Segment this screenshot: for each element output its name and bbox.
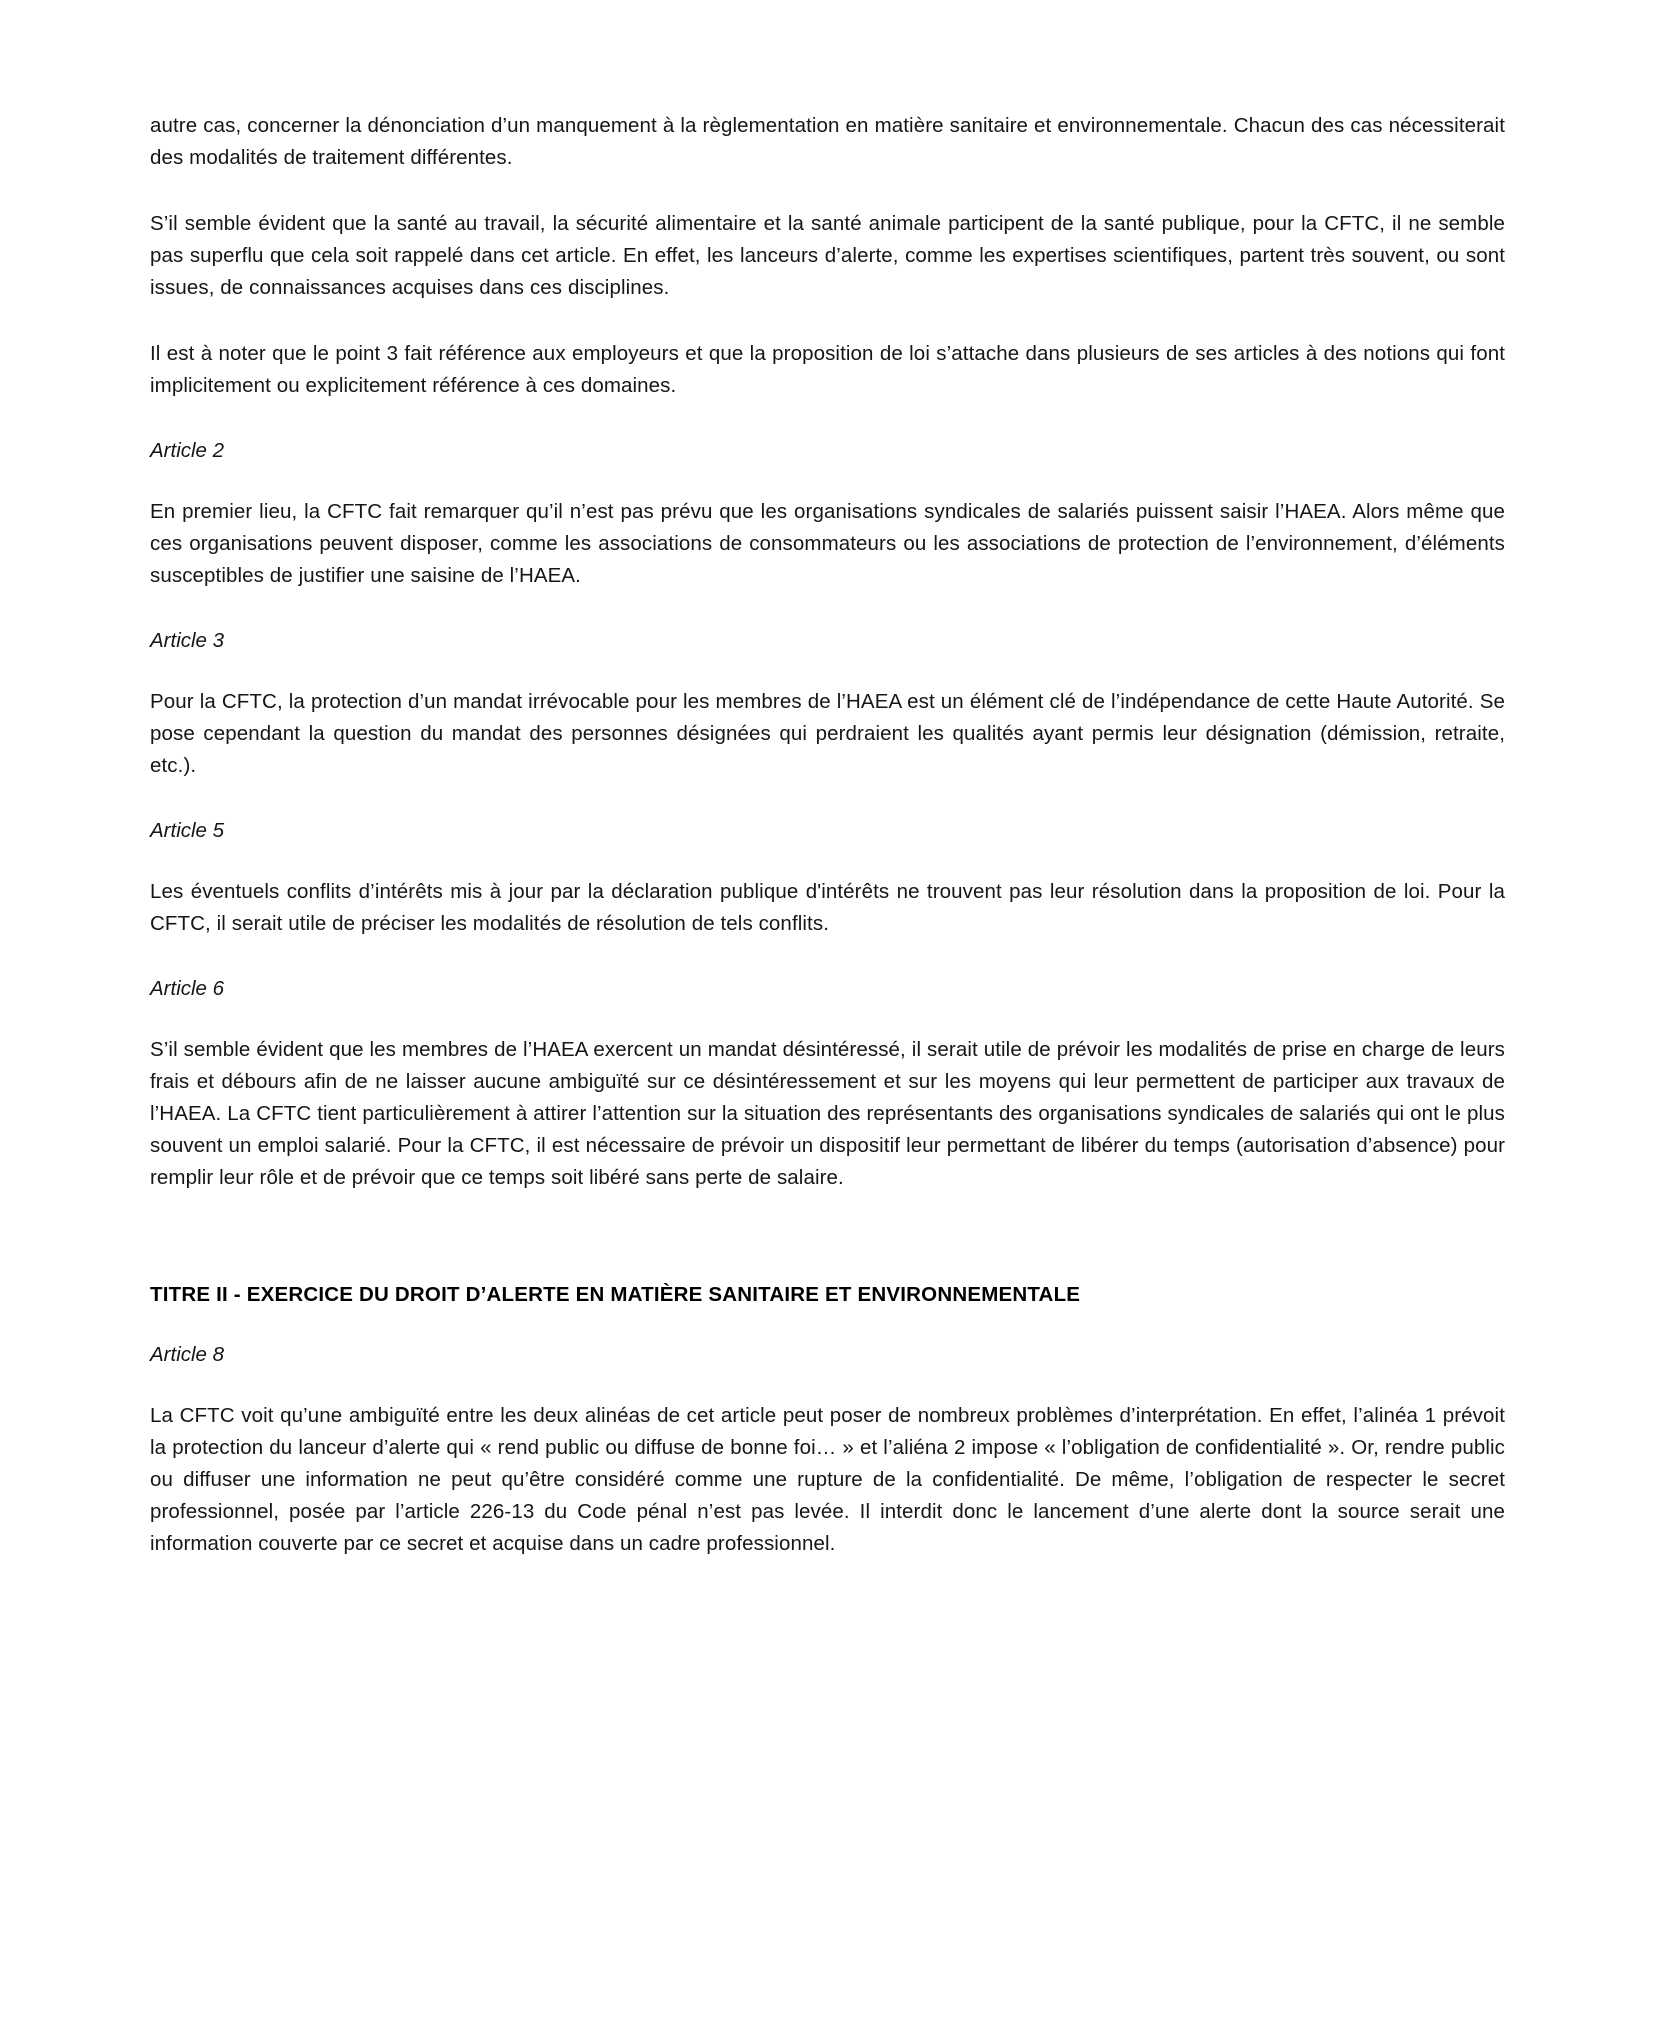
paragraph-sante-publique: S’il semble évident que la santé au travail, la sécurité alimentaire et la santé animale participent de la santé publique, pour la CFTC, il ne semble pas superflu que cela soit rappelé dans cet article. En effet, les lanceurs d’alerte, comme les expertises scientifiques, partent très souvent, ou sont issues, de connaissances acquises dans ces disciplines. <box>150 212 1505 299</box>
article-heading-6: Article 6 <box>150 977 225 1000</box>
paragraph-article-2-body: En premier lieu, la CFTC fait remarquer qu’il n’est pas prévu que les organisations syndicales de salariés puissent saisir l’HAEA. Alors même que ces organisations peuvent disposer, comme les associations de consommateurs ou les associations de protection de l’environnement, d’éléments susceptibles de justifier une saisine de l’HAEA. <box>150 500 1505 587</box>
article-heading-2: Article 2 <box>150 439 225 462</box>
paragraph-point-3: Il est à noter que le point 3 fait référence aux employeurs et que la proposition de loi s’attache dans plusieurs de ses articles à des notions qui font implicitement ou explicitement référence à ces domaines. <box>150 342 1505 397</box>
article-heading-8: Article 8 <box>150 1343 225 1366</box>
paragraph-autre-cas: autre cas, concerner la dénonciation d’un manquement à la règlementation en matière sanitaire et environnementale. Chacun des cas nécessiterait des modalités de traitement différentes. <box>150 114 1505 169</box>
article-heading-5: Article 5 <box>150 819 225 842</box>
section-title-titre-2: TITRE II - EXERCICE DU DROIT D’ALERTE EN MATIÈRE SANITAIRE ET ENVIRONNEMENTALE <box>150 1283 1081 1306</box>
document-body <box>150 110 1505 1560</box>
paragraph-article-3-body: Pour la CFTC, la protection d’un mandat irrévocable pour les membres de l’HAEA est un élément clé de l’indépendance de cette Haute Autorité. Se pose cependant la question du mandat des personnes désignées qui perdraient les qualités ayant permis leur désignation (démission, retraite, etc.). <box>150 690 1505 777</box>
paragraph-article-8-body: La CFTC voit qu’une ambiguïté entre les deux alinéas de cet article peut poser de nombreux problèmes d’interprétation. En effet, l’alinéa 1 prévoit la protection du lanceur d’alerte qui « rend public ou diffuse de bonne foi… » et l’aliéna 2 impose « l’obligation de confidentialité ». Or, rendre public ou diffuser une information ne peut qu’être considéré comme une rupture de la confidentialité. De même, l’obligation de respecter le secret professionnel, posée par l’article 226-13 du Code pénal n’est pas levée. Il interdit donc le lancement d’une alerte dont la source serait une information couverte par ce secret et acquise dans un cadre professionnel. <box>150 1404 1505 1555</box>
section-spacer <box>150 1228 1505 1280</box>
paragraph-article-6-body: S’il semble évident que les membres de l’HAEA exercent un mandat désintéressé, il serait utile de prévoir les modalités de prise en charge de leurs frais et débours afin de ne laisser aucune ambiguïté sur ce désintéressement et sur les moyens qui leur permettent de participer aux travaux de l’HAEA. La CFTC tient particulièrement à attirer l’attention sur la situation des représentants des organisations syndicales de salariés qui ont le plus souvent un emploi salarié. Pour la CFTC, il est nécessaire de prévoir un dispositif leur permettant de libérer du temps (autorisation d’absence) pour remplir leur rôle et de prévoir que ce temps soit libéré sans perte de salaire. <box>150 1038 1505 1189</box>
article-heading-3: Article 3 <box>150 629 225 652</box>
paragraph-article-5-body: Les éventuels conflits d’intérêts mis à jour par la déclaration publique d'intérêts ne trouvent pas leur résolution dans la proposition de loi. Pour la CFTC, il serait utile de préciser les modalités de résolution de tels conflits. <box>150 880 1505 935</box>
